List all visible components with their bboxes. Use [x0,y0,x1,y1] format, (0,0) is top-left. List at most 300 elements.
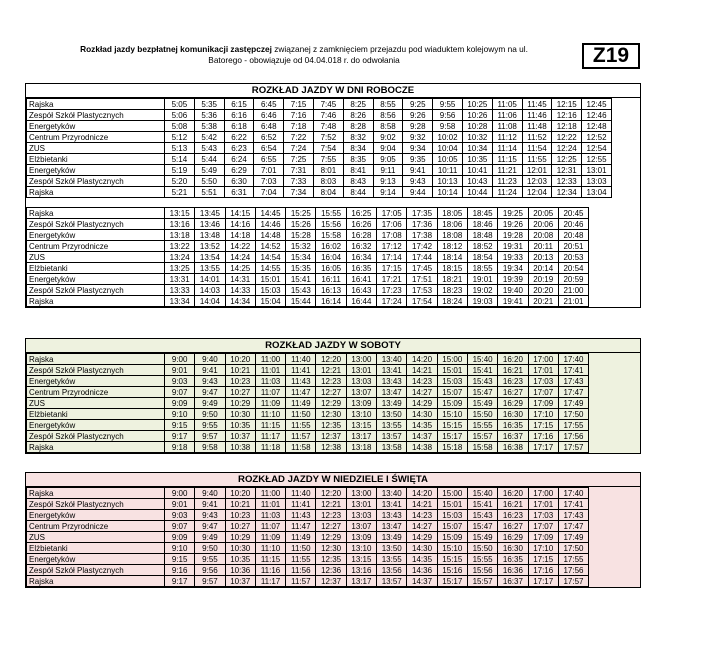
departure-time: 13:31 [165,274,195,285]
departure-time: 9:15 [165,554,195,565]
stop-name: Energetyków [27,420,165,431]
departure-time: 9:00 [165,488,195,499]
departure-time: 10:35 [225,420,255,431]
departure-time: 16:37 [498,431,528,442]
departure-time: 7:22 [284,132,314,143]
departure-time: 20:59 [558,274,588,285]
stop-name: Rajska [27,488,165,499]
departure-time: 15:58 [316,230,346,241]
departure-time: 12:45 [582,99,612,110]
timetable-row [27,187,612,198]
departure-time: 5:50 [194,176,224,187]
departure-time: 13:56 [377,565,407,576]
departure-time: 17:45 [407,263,437,274]
title-line-2: Batorego - obowiązuje od 04.04.018 r. do odwołania [208,55,400,65]
departure-time: 13:47 [377,387,407,398]
timetable-row [27,431,589,442]
departure-time: 20:08 [528,230,558,241]
departure-time: 9:40 [195,354,225,365]
timetable-row [27,165,612,176]
departure-time: 10:21 [225,365,255,376]
departure-time: 10:35 [225,554,255,565]
departure-time: 15:26 [286,219,316,230]
departure-time: 11:10 [255,409,285,420]
departure-time: 11:47 [286,521,316,532]
departure-time: 9:25 [403,99,433,110]
departure-time: 13:09 [346,532,376,543]
departure-time: 15:01 [437,365,467,376]
departure-time: 16:13 [316,285,346,296]
departure-time: 14:30 [407,543,437,554]
timetable-row [27,521,589,532]
departure-time: 17:43 [558,510,588,521]
timetable-row [27,219,589,230]
departure-time: 9:32 [403,132,433,143]
departure-time: 9:41 [403,165,433,176]
departure-time: 19:03 [467,296,497,307]
departure-time: 15:07 [437,387,467,398]
timetable-row [27,263,589,274]
departure-time: 15:25 [286,208,316,219]
departure-time: 13:58 [377,442,407,453]
departure-time: 11:54 [522,143,552,154]
departure-time: 13:54 [195,252,225,263]
departure-time: 8:55 [373,99,403,110]
timetable-row [27,354,589,365]
departure-time: 20:20 [528,285,558,296]
departure-time: 15:49 [467,398,497,409]
departure-time: 16:43 [346,285,376,296]
departure-time: 13:34 [165,296,195,307]
saturday-title: ROZKŁAD JAZDY W SOBOTY [26,339,640,353]
departure-time: 17:15 [528,420,558,431]
timetable-row [27,532,589,543]
timetable-row [27,387,589,398]
departure-time: 7:01 [254,165,284,176]
departure-time: 13:15 [165,208,195,219]
departure-time: 12:54 [582,143,612,154]
departure-time: 11:15 [255,554,285,565]
departure-time: 14:36 [407,565,437,576]
departure-time: 10:41 [462,165,492,176]
departure-time: 18:14 [437,252,467,263]
departure-time: 11:24 [492,187,522,198]
departure-time: 12:48 [582,121,612,132]
departure-time: 8:03 [313,176,343,187]
departure-time: 14:31 [225,274,255,285]
departure-time: 17:57 [558,442,588,453]
departure-time: 12:29 [316,398,346,409]
departure-time: 16:29 [498,398,528,409]
departure-time: 11:41 [286,499,316,510]
departure-time: 17:17 [528,576,558,587]
stop-name: Energetyków [27,376,165,387]
departure-time: 8:43 [343,176,373,187]
stop-name: Centrum Przyrodnicze [27,521,165,532]
departure-time: 5:36 [194,110,224,121]
departure-time: 17:15 [528,554,558,565]
departure-time: 14:45 [255,208,285,219]
departure-time: 9:10 [165,409,195,420]
departure-time: 12:55 [582,154,612,165]
departure-time: 13:43 [377,376,407,387]
timetable-row [27,409,589,420]
departure-time: 14:21 [407,365,437,376]
departure-time: 20:06 [528,219,558,230]
departure-time: 9:43 [195,510,225,521]
departure-time: 15:04 [255,296,285,307]
departure-time: 17:47 [558,387,588,398]
departure-time: 10:36 [225,565,255,576]
departure-time: 10:38 [225,442,255,453]
departure-time: 17:51 [407,274,437,285]
departure-time: 13:04 [582,187,612,198]
departure-time: 13:10 [346,409,376,420]
departure-time: 17:44 [407,252,437,263]
departure-time: 6:46 [254,110,284,121]
departure-time: 14:23 [407,510,437,521]
departure-time: 11:57 [286,576,316,587]
departure-time: 9:50 [195,409,225,420]
departure-time: 12:33 [552,176,582,187]
departure-time: 5:13 [165,143,195,154]
title-rest: związanej z zamknięciem przejazdu pod wiaduktem kolejowym na ul. [271,44,528,54]
departure-time: 11:47 [286,387,316,398]
departure-time: 10:27 [225,387,255,398]
departure-time: 10:04 [433,143,463,154]
departure-time: 16:30 [498,409,528,420]
departure-time: 13:40 [377,488,407,499]
timetable-row [27,285,589,296]
departure-time: 16:37 [498,576,528,587]
departure-time: 15:50 [467,409,497,420]
departure-time: 17:38 [407,230,437,241]
departure-time: 12:04 [522,187,552,198]
stop-name: Energetyków [27,165,165,176]
departure-time: 15:17 [437,431,467,442]
timetable-row [27,176,612,187]
departure-time: 13:55 [377,420,407,431]
departure-time: 17:16 [528,565,558,576]
departure-time: 13:01 [582,165,612,176]
departure-time: 13:09 [346,398,376,409]
departure-time: 7:16 [284,110,314,121]
stop-name: Centrum Przyrodnicze [27,241,165,252]
sunday-section [25,472,641,588]
departure-time: 14:55 [255,263,285,274]
departure-time: 15:09 [437,532,467,543]
departure-time: 12:34 [552,187,582,198]
departure-time: 18:52 [467,241,497,252]
stop-name: Zespół Szkół Plastycznych [27,285,165,296]
departure-time: 10:23 [225,376,255,387]
departure-time: 11:07 [255,521,285,532]
departure-time: 17:06 [377,219,407,230]
departure-time: 12:21 [316,365,346,376]
departure-time: 9:56 [433,110,463,121]
stop-name: Zespół Szkół Plastycznych [27,565,165,576]
departure-time: 16:44 [346,296,376,307]
departure-time: 14:38 [407,442,437,453]
departure-time: 14:29 [407,398,437,409]
departure-time: 13:41 [377,365,407,376]
departure-time: 13:00 [346,488,376,499]
departure-time: 15:32 [286,241,316,252]
departure-time: 10:30 [225,543,255,554]
departure-time: 16:04 [316,252,346,263]
departure-time: 15:41 [286,274,316,285]
departure-time: 8:35 [343,154,373,165]
departure-time: 15:00 [437,488,467,499]
departure-time: 16:20 [498,354,528,365]
departure-time: 13:49 [377,398,407,409]
departure-time: 16:35 [346,263,376,274]
departure-time: 9:15 [165,420,195,431]
departure-time: 19:01 [467,274,497,285]
departure-time: 15:55 [467,420,497,431]
departure-time: 17:41 [558,499,588,510]
departure-time: 7:33 [284,176,314,187]
departure-time: 13:15 [346,420,376,431]
departure-time: 11:01 [255,365,285,376]
departure-time: 20:14 [528,263,558,274]
departure-time: 17:14 [377,252,407,263]
departure-time: 14:27 [407,521,437,532]
departure-time: 9:01 [165,365,195,376]
departure-time: 19:28 [498,230,528,241]
departure-time: 16:11 [316,274,346,285]
departure-time: 5:20 [165,176,195,187]
timetable-row [27,296,589,307]
departure-time: 6:45 [254,99,284,110]
departure-time: 18:12 [437,241,467,252]
departure-time: 14:37 [407,431,437,442]
departure-time: 11:00 [255,354,285,365]
departure-time: 13:47 [377,521,407,532]
departure-time: 8:41 [343,165,373,176]
departure-time: 6:55 [254,154,284,165]
departure-time: 15:41 [467,365,497,376]
departure-time: 11:15 [492,154,522,165]
departure-time: 11:55 [522,154,552,165]
departure-time: 13:10 [346,543,376,554]
saturday-table [26,353,589,453]
departure-time: 11:41 [286,365,316,376]
departure-time: 16:35 [498,554,528,565]
departure-time: 17:50 [558,543,588,554]
departure-time: 19:40 [498,285,528,296]
departure-time: 13:00 [346,354,376,365]
departure-time: 17:40 [558,488,588,499]
departure-time: 14:21 [407,499,437,510]
departure-time: 14:48 [255,230,285,241]
departure-time: 13:07 [346,387,376,398]
departure-time: 14:29 [407,532,437,543]
departure-time: 16:21 [498,499,528,510]
departure-time: 11:50 [286,409,316,420]
departure-time: 12:20 [316,488,346,499]
departure-time: 10:28 [462,121,492,132]
departure-time: 21:00 [558,285,588,296]
stop-name: Energetyków [27,510,165,521]
departure-time: 19:26 [498,219,528,230]
departure-time: 15:40 [467,354,497,365]
departure-time: 9:58 [433,121,463,132]
departure-time: 15:44 [286,296,316,307]
departure-time: 9:17 [165,576,195,587]
departure-time: 19:02 [467,285,497,296]
departure-time: 11:12 [492,132,522,143]
departure-time: 12:25 [552,154,582,165]
departure-time: 15:15 [437,554,467,565]
departure-time: 5:43 [194,143,224,154]
departure-time: 15:15 [437,420,467,431]
saturday-section [25,338,641,454]
departure-time: 13:52 [195,241,225,252]
departure-time: 15:55 [467,554,497,565]
departure-time: 10:11 [433,165,463,176]
departure-time: 18:46 [467,219,497,230]
departure-time: 14:52 [255,241,285,252]
stop-name: Energetyków [27,274,165,285]
departure-time: 9:17 [165,431,195,442]
departure-time: 12:37 [316,576,346,587]
departure-time: 18:48 [467,230,497,241]
departure-time: 9:55 [195,420,225,431]
departure-time: 16:32 [346,241,376,252]
departure-time: 8:56 [373,110,403,121]
departure-time: 13:24 [165,252,195,263]
departure-time: 13:07 [346,521,376,532]
stop-name: Zespół Szkół Plastycznych [27,219,165,230]
departure-time: 10:37 [225,431,255,442]
departure-time: 5:42 [194,132,224,143]
departure-time: 14:04 [195,296,225,307]
departure-time: 11:00 [255,488,285,499]
departure-time: 16:27 [498,387,528,398]
departure-time: 16:38 [498,442,528,453]
departure-time: 10:43 [462,176,492,187]
departure-time: 15:56 [316,219,346,230]
departure-time: 13:50 [377,409,407,420]
departure-time: 8:34 [343,143,373,154]
departure-time: 11:49 [286,398,316,409]
departure-time: 6:18 [224,121,254,132]
departure-time: 11:43 [286,510,316,521]
departure-time: 16:02 [316,241,346,252]
timetable-row [27,554,589,565]
departure-time: 15:57 [467,431,497,442]
departure-time: 13:16 [346,565,376,576]
departure-time: 9:55 [195,554,225,565]
departure-time: 13:25 [165,263,195,274]
departure-time: 11:08 [492,121,522,132]
departure-time: 12:29 [316,532,346,543]
departure-time: 11:14 [492,143,522,154]
departure-time: 13:18 [165,230,195,241]
departure-time: 9:56 [195,565,225,576]
departure-time: 9:50 [195,543,225,554]
departure-time: 5:51 [194,187,224,198]
departure-time: 15:03 [437,376,467,387]
departure-time: 12:23 [316,510,346,521]
stop-name: Elżbietanki [27,543,165,554]
departure-time: 9:14 [373,187,403,198]
stop-name: Energetyków [27,230,165,241]
departure-time: 12:21 [316,499,346,510]
departure-time: 6:31 [224,187,254,198]
departure-time: 9:18 [165,442,195,453]
departure-time: 12:46 [582,110,612,121]
departure-time: 17:00 [528,354,558,365]
departure-time: 12:23 [316,376,346,387]
departure-time: 11:46 [522,110,552,121]
departure-time: 16:21 [498,365,528,376]
departure-time: 9:43 [403,176,433,187]
departure-time: 11:05 [492,99,522,110]
departure-time: 15:43 [286,285,316,296]
timetable-row [27,420,589,431]
departure-time: 12:03 [522,176,552,187]
departure-time: 5:08 [165,121,195,132]
departure-time: 12:20 [316,354,346,365]
departure-time: 14:35 [407,554,437,565]
departure-time: 17:56 [558,431,588,442]
departure-time: 13:41 [377,499,407,510]
departure-time: 12:38 [316,442,346,453]
departure-time: 17:42 [407,241,437,252]
departure-time: 11:15 [255,420,285,431]
departure-time: 11:55 [286,554,316,565]
departure-time: 9:13 [373,176,403,187]
departure-time: 14:03 [195,285,225,296]
departure-time: 9:01 [165,499,195,510]
departure-time: 13:03 [346,376,376,387]
departure-time: 13:57 [377,431,407,442]
departure-time: 15:18 [437,442,467,453]
departure-time: 8:26 [343,110,373,121]
departure-time: 9:34 [403,143,433,154]
departure-time: 15:28 [286,230,316,241]
departure-time: 11:40 [286,488,316,499]
departure-time: 11:03 [255,376,285,387]
departure-time: 12:18 [552,121,582,132]
departure-time: 10:05 [433,154,463,165]
departure-time: 16:29 [498,532,528,543]
departure-time: 10:23 [225,510,255,521]
departure-time: 5:44 [194,154,224,165]
departure-time: 13:50 [377,543,407,554]
departure-time: 20:11 [528,241,558,252]
departure-time: 9:41 [195,365,225,376]
departure-time: 9:04 [373,143,403,154]
stop-name: Rajska [27,208,165,219]
departure-time: 9:49 [195,398,225,409]
departure-time: 13:46 [195,219,225,230]
departure-time: 13:01 [346,365,376,376]
departure-time: 17:15 [377,263,407,274]
stop-name: Rajska [27,576,165,587]
departure-time: 13:17 [346,576,376,587]
departure-time: 8:44 [343,187,373,198]
departure-time: 10:13 [433,176,463,187]
departure-time: 12:35 [316,554,346,565]
departure-time: 17:57 [558,576,588,587]
departure-time: 13:55 [377,554,407,565]
departure-time: 11:49 [286,532,316,543]
departure-time: 15:49 [467,532,497,543]
departure-time: 17:10 [528,409,558,420]
